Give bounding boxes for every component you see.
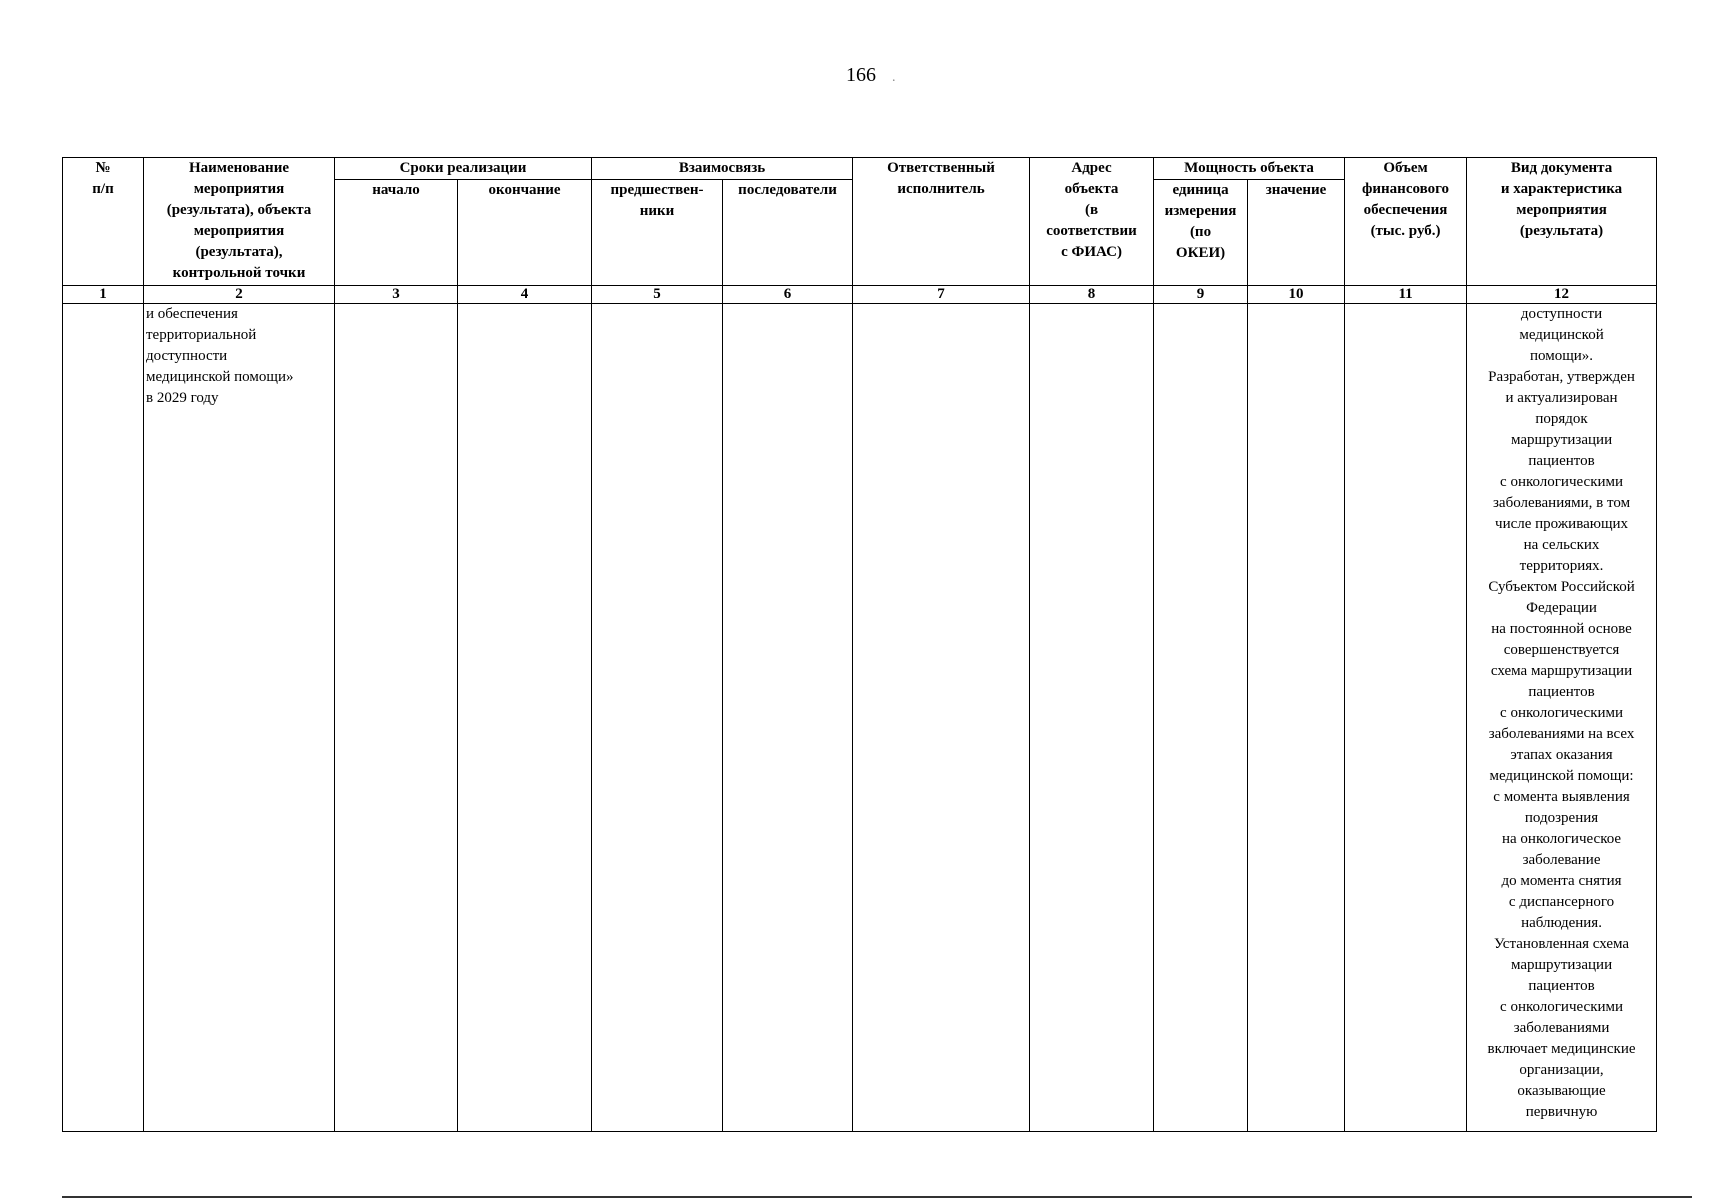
header-capacity: Мощность объекта — [1154, 158, 1345, 180]
page-mark: . — [892, 70, 896, 85]
cell-num — [63, 304, 144, 1132]
col-number-10: 10 — [1248, 286, 1345, 304]
cell-doc-type: доступности медицинской помощи». Разработан, утвержден и актуализирован порядок маршрутизации пациентов с онкологическими заболеваниями, в том числе проживающих на сельских территориях. Субъектом Российской Федерации на постоянной основе совершенствуется схема маршрутизации пациентов с онкологическими заболеваниями на всех этапах оказания медицинской помощи: с момента выявления подозрения на онкологическое заболевание до момента снятия с диспансерного наблюдения. Установленная схема маршрутизации пациентов с онкологическими заболеваниями включает медицинские организации, оказывающие первичную — [1467, 304, 1657, 1132]
header-predecessors: предшествен- ники — [592, 180, 723, 286]
header-relation: Взаимосвязь — [592, 158, 853, 180]
col-number-3: 3 — [335, 286, 458, 304]
header-unit: единица измерения (по ОКЕИ) — [1154, 180, 1248, 286]
cell-executor — [853, 304, 1030, 1132]
bottom-rule — [62, 1196, 1692, 1198]
col-number-11: 11 — [1345, 286, 1467, 304]
cell-name: и обеспечения территориальной доступности медицинской помощи» в 2029 году — [144, 304, 335, 1132]
cell-unit — [1154, 304, 1248, 1132]
activities-table — [62, 157, 1657, 1132]
col-number-7: 7 — [853, 286, 1030, 304]
cell-successors — [723, 304, 853, 1132]
cell-end — [458, 304, 592, 1132]
cell-address — [1030, 304, 1154, 1132]
header-doc-type: Вид документа и характеристика мероприятия (результата) — [1467, 158, 1657, 286]
header-name: Наименование мероприятия (результата), объекта мероприятия (результата), контрольной точки — [144, 158, 335, 286]
cell-value — [1248, 304, 1345, 1132]
header-period: Сроки реализации — [335, 158, 592, 180]
col-number-1: 1 — [63, 286, 144, 304]
col-number-8: 8 — [1030, 286, 1154, 304]
col-number-12: 12 — [1467, 286, 1657, 304]
header-end: окончание — [458, 180, 592, 286]
cell-predecessors — [592, 304, 723, 1132]
header-funding: Объем финансового обеспечения (тыс. руб.) — [1345, 158, 1467, 286]
cell-funding — [1345, 304, 1467, 1132]
col-number-2: 2 — [144, 286, 335, 304]
cell-start — [335, 304, 458, 1132]
header-value: значение — [1248, 180, 1345, 286]
page-number: 166 — [846, 64, 876, 86]
header-address: Адрес объекта (в соответствии с ФИАС) — [1030, 158, 1154, 286]
table-row — [63, 304, 1657, 1132]
header-executor: Ответственный исполнитель — [853, 158, 1030, 286]
header-num: № п/п — [63, 158, 144, 286]
header-start: начало — [335, 180, 458, 286]
col-number-5: 5 — [592, 286, 723, 304]
col-number-9: 9 — [1154, 286, 1248, 304]
col-number-6: 6 — [723, 286, 853, 304]
col-number-4: 4 — [458, 286, 592, 304]
header-successors: последователи — [723, 180, 853, 286]
